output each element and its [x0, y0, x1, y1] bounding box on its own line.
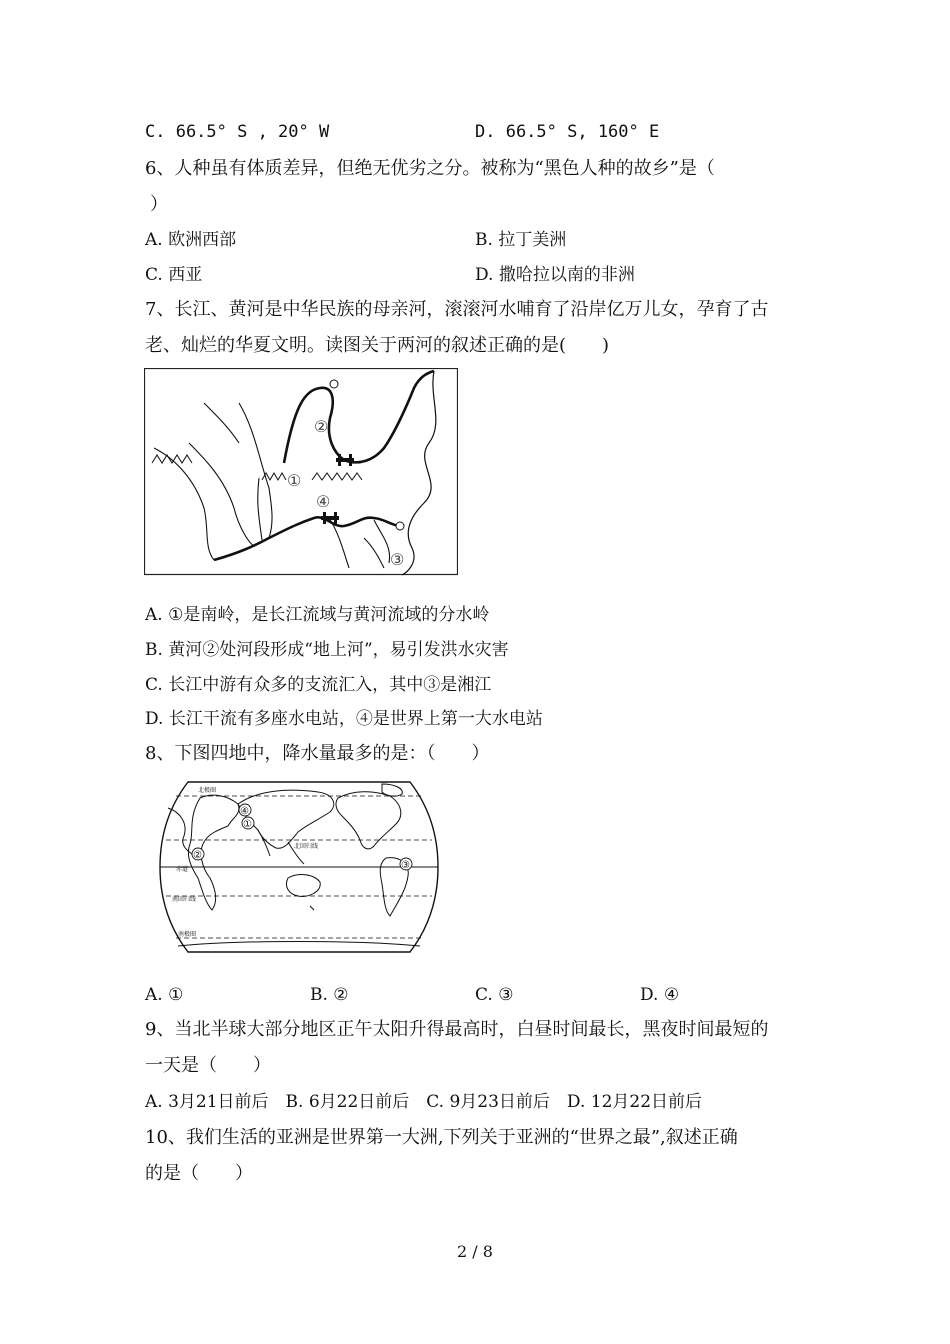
equator-label: 赤道	[176, 866, 189, 873]
q9-options: A. 3月21日前后 B. 6月22日前后 C. 9月23日前后 D. 12月22日前后	[145, 1092, 703, 1112]
location-1: ①	[243, 819, 252, 830]
tropic-of-cancer-label: 北回归线	[294, 843, 319, 850]
q6-option-c: C. 西亚	[145, 265, 203, 285]
world-map-figure	[158, 778, 440, 956]
location-2: ②	[193, 850, 202, 861]
q8-option-c: C. ③	[475, 985, 514, 1005]
q8-option-a: A. ①	[145, 985, 184, 1005]
q6-option-b: B. 拉丁美洲	[475, 230, 567, 250]
q6-stem-line2: ）	[150, 194, 168, 215]
arctic-circle-label: 北极圈	[198, 787, 217, 794]
location-3: ③	[401, 860, 410, 871]
q7-stem-line1: 7、长江、黄河是中华民族的母亲河，滚滚河水哺育了沿岸亿万儿女，孕育了古	[145, 299, 769, 320]
map-label-2: ②	[314, 417, 329, 436]
q8-stem: 8、下图四地中，降水量最多的是：（ ）	[145, 743, 490, 764]
q7-option-c: C. 长江中游有众多的支流汇入，其中③是湘江	[145, 675, 492, 695]
map-label-3: ③	[390, 550, 405, 569]
rivers-map-figure	[144, 368, 458, 576]
q5-option-c: C. 66.5° S , 20° W	[145, 122, 330, 142]
q7-stem-line2: 老、灿烂的华夏文明。读图关于两河的叙述正确的是( )	[145, 335, 610, 356]
q8-option-b: B. ②	[310, 985, 349, 1005]
q7-option-d: D. 长江干流有多座水电站，④是世界上第一大水电站	[145, 709, 543, 729]
antarctic-circle-label: 南极圈	[178, 931, 197, 938]
q6-option-d: D. 撒哈拉以南的非洲	[475, 265, 635, 285]
q5-option-d: D. 66.5° S, 160° E	[475, 122, 660, 142]
q8-option-d: D. ④	[640, 985, 680, 1005]
map-label-1: ①	[287, 471, 302, 490]
q7-option-a: A. ①是南岭，是长江流域与黄河流域的分水岭	[145, 605, 490, 625]
tropic-of-capricorn-label: 南回归线	[172, 896, 197, 903]
q9-stem-line1: 9、当北半球大部分地区正午太阳升得最高时，白昼时间最长，黑夜时间最短的	[145, 1019, 769, 1040]
q10-stem-line1: 10、我们生活的亚洲是世界第一大洲,下列关于亚洲的“世界之最”,叙述正确	[145, 1127, 738, 1148]
map-label-4: ④	[316, 492, 331, 511]
location-4: ④	[240, 806, 249, 817]
q6-stem-line1: 6、人种虽有体质差异，但绝无优劣之分。被称为“黑色人种的故乡”是（	[145, 158, 715, 179]
q9-stem-line2: 一天是（ ）	[145, 1055, 271, 1076]
page-number: 2 / 8	[457, 1242, 493, 1261]
q10-stem-line2: 的是（ ）	[145, 1163, 253, 1184]
q7-option-b: B. 黄河②处河段形成“地上河”，易引发洪水灾害	[145, 640, 509, 660]
q6-option-a: A. 欧洲西部	[145, 230, 237, 250]
